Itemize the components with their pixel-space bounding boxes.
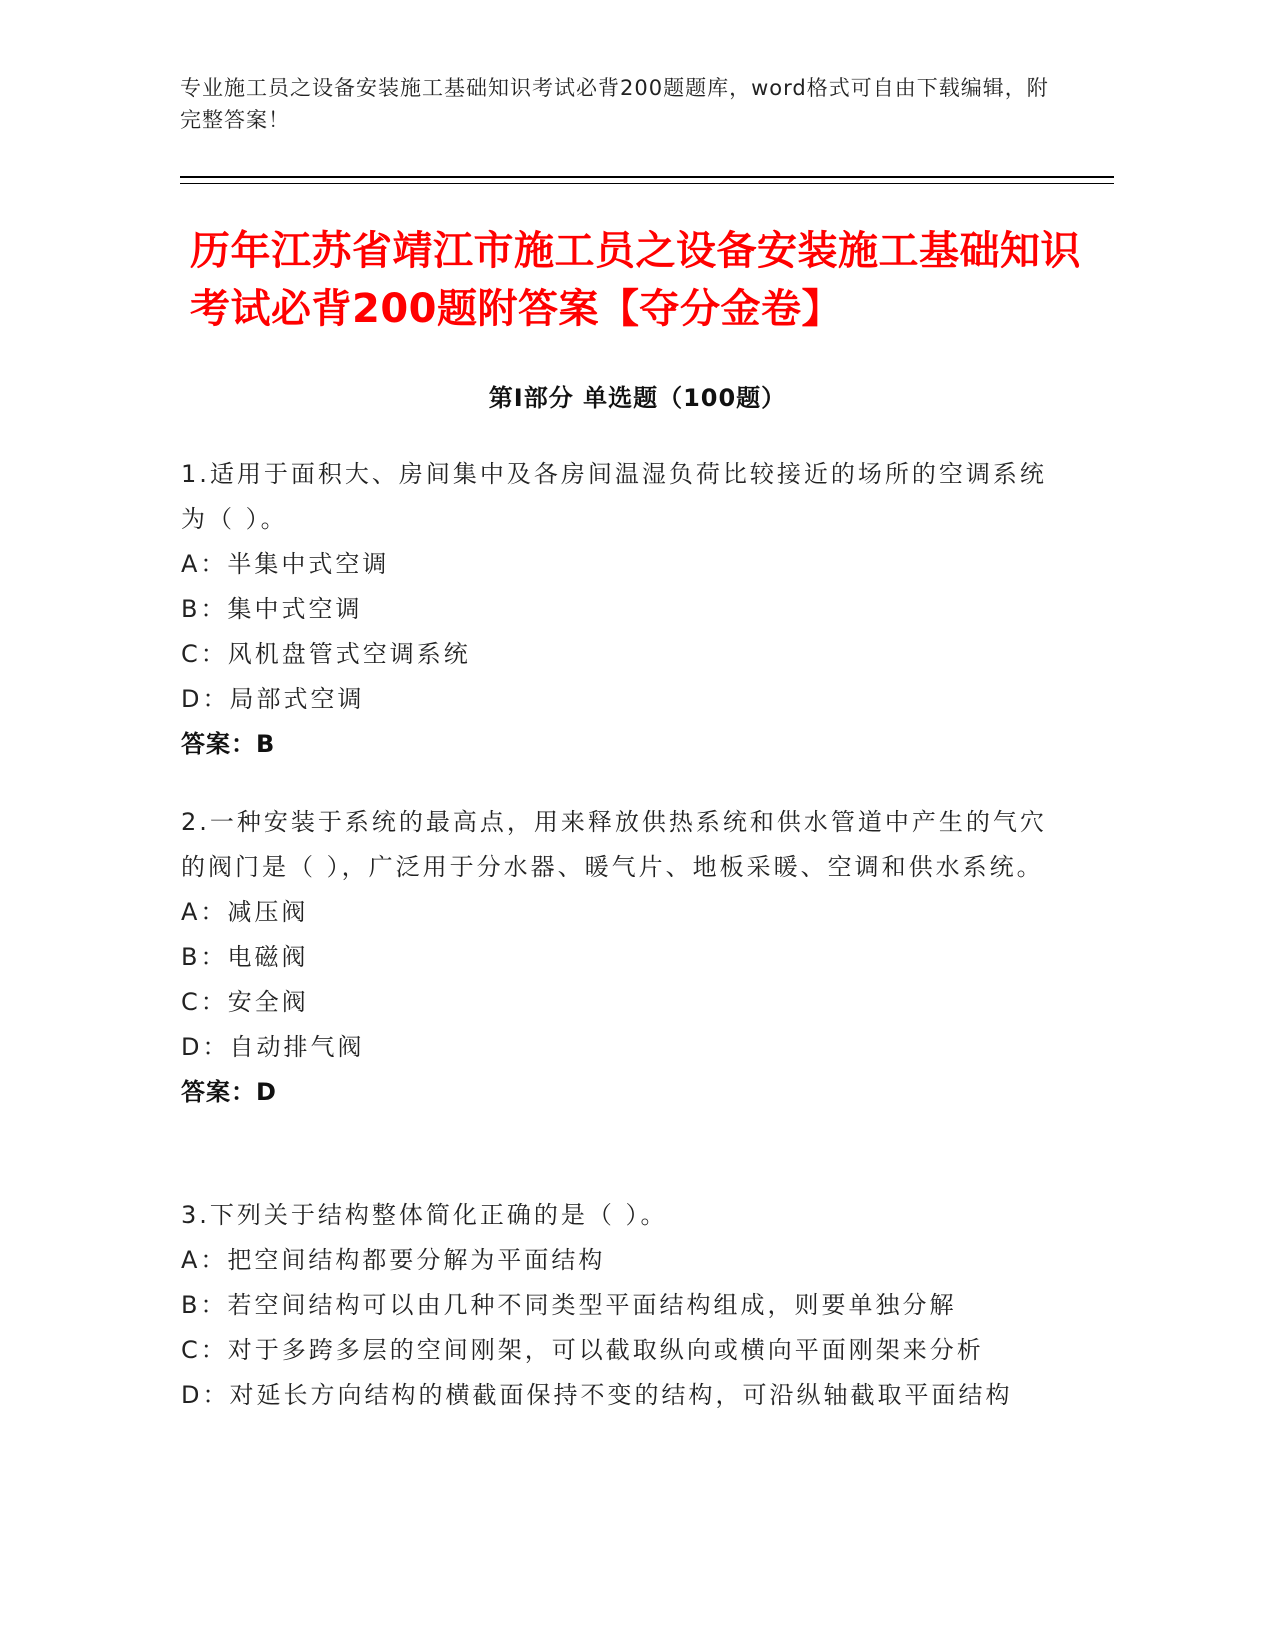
question-3 <box>181 1193 1051 1418</box>
answer: 答案：B <box>181 730 276 758</box>
option-c: C：风机盘管式空调系统 <box>181 640 471 668</box>
option-a: A：把空间结构都要分解为平面结构 <box>181 1246 606 1274</box>
question-2 <box>181 800 1051 1115</box>
option-b: B：若空间结构可以由几种不同类型平面结构组成，则要单独分解 <box>181 1291 957 1319</box>
option-d: D：自动排气阀 <box>181 1033 365 1061</box>
option-a: A：减压阀 <box>181 898 309 926</box>
option-d: D：局部式空调 <box>181 685 365 713</box>
option-c: C：安全阀 <box>181 988 309 1016</box>
header-divider-thick <box>180 176 1114 178</box>
option-d: D：对延长方向结构的横截面保持不变的结构，可沿纵轴截取平面结构 <box>181 1381 1013 1409</box>
document-title: 历年江苏省靖江市施工员之设备安装施工基础知识考试必背200题附答案【夺分金卷】 <box>190 228 1081 332</box>
option-b: B：集中式空调 <box>181 595 363 623</box>
option-b: B：电磁阀 <box>181 943 309 971</box>
option-c: C：对于多跨多层的空间刚架，可以截取纵向或横向平面刚架来分析 <box>181 1336 984 1364</box>
section-heading: 第Ⅰ部分 单选题（100题） <box>488 384 787 412</box>
question-stem: 3.下列关于结构整体简化正确的是（ ）。 <box>181 1201 668 1229</box>
answer: 答案：D <box>181 1078 277 1106</box>
question-stem: 2.一种安装于系统的最高点，用来释放供热系统和供水管道中产生的气穴的阀门是（ ），广泛用于分水器、暖气片、地板采暖、空调和供水系统。 <box>181 808 1047 881</box>
header-divider-thin <box>180 183 1114 184</box>
question-stem: 1.适用于面积大、房间集中及各房间温湿负荷比较接近的场所的空调系统为（ ）。 <box>181 460 1047 533</box>
header-note: 专业施工员之设备安装施工基础知识考试必背200题题库，word格式可自由下载编辑，附完整答案！ <box>180 76 1049 132</box>
question-1 <box>181 452 1051 767</box>
option-a: A：半集中式空调 <box>181 550 390 578</box>
